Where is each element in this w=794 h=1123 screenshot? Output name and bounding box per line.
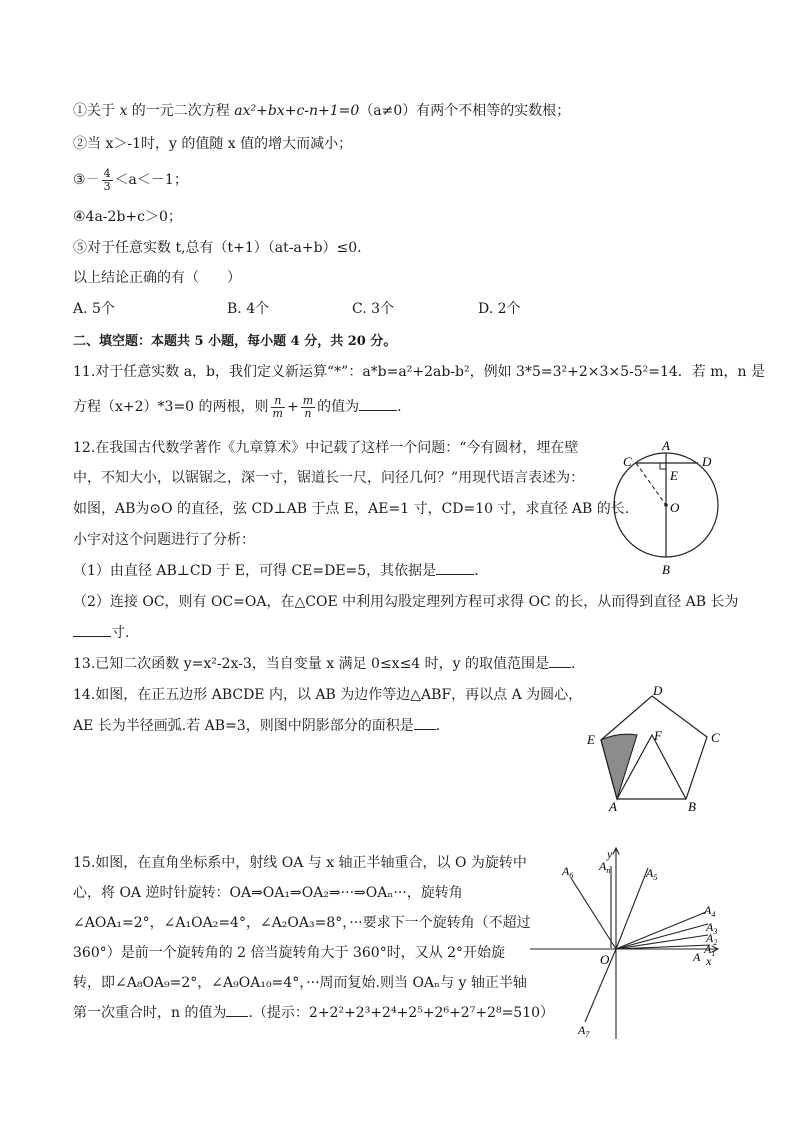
question-12-line-3: 如图，AB为⊙O 的直径，弦 CD⊥AB 于点 E，AE=1 寸，CD=10 寸，求直径 AB 的长. (73, 501, 630, 517)
question-13-end: . (571, 656, 576, 672)
figure-12-circle-diagram (606, 436, 724, 580)
question-10-stem: 以上结论正确的有（ ） (73, 270, 241, 286)
label-an: $A_n$ (599, 859, 611, 875)
fraction-1-numerator: n (271, 395, 285, 408)
choice-a: A. 5个 (73, 301, 115, 317)
question-14-line-1: 14.如图，在正五边形 ABCDE 内，以 AB 为边作等边△ABF，再以点 A 为圆心， (73, 687, 583, 703)
answer-blank-14[interactable] (414, 719, 436, 730)
option-3-denominator: 3 (103, 179, 111, 193)
option-1-var: x (119, 103, 128, 119)
label-a: A (693, 950, 701, 964)
option-1-prefix: ①关于 (73, 103, 120, 119)
choice-c: C. 3个 (352, 301, 395, 317)
label-e: E (587, 732, 595, 747)
label-a: A (609, 799, 617, 814)
option-1-mid: 的一元二次方程 (127, 103, 235, 119)
fraction-1-denominator: m (272, 406, 283, 420)
fraction-n-over-m (271, 395, 285, 419)
label-a2: $A_2$ (706, 931, 718, 947)
plus-sign: + (286, 399, 299, 415)
question-11-end: . (397, 399, 402, 415)
label-b: B (662, 562, 670, 577)
answer-blank-12-2[interactable] (73, 626, 111, 637)
label-b: B (688, 799, 696, 814)
right-angle-mark (660, 463, 666, 469)
label-o: O (670, 500, 680, 515)
question-15-line-4: 360°）是前一个旋转角的 2 倍当旋转角大于 360°时，又从 2°开始旋 (73, 945, 506, 961)
option-1-condition: （a≠0） (359, 103, 417, 119)
option-3-numerator: 4 (103, 166, 111, 180)
shaded-region (601, 734, 637, 799)
question-13-text: 13.已知二次函数 y=x²-2x-3，当自变量 x 满足 0≤x≤4 时，y 的取值范围是 (73, 656, 550, 672)
label-a7: $A_7$ (578, 1023, 590, 1039)
question-12-line-6: （2）连接 OC，则有 OC=OA，在△COE 中利用勾股定理列方程可求得 OC 的长，从而得到直径 AB 长为 (73, 594, 739, 610)
section-heading: 二、填空题：本题共 5 小题，每小题 4 分，共 20 分。 (73, 334, 397, 349)
answer-blank-15[interactable] (226, 1006, 248, 1017)
question-11-line-2-suffix: 的值为 (317, 399, 360, 415)
option-1-equation: ax²+bx+c-n+1=0 (234, 103, 360, 119)
label-a6: $A_6$ (562, 864, 574, 880)
question-15-hint: .（提示：2+2²+2³+2⁴+2⁵+2⁶+2⁷+2⁸=510） (248, 1005, 555, 1021)
option-1-suffix: 有两个不相等的实数根； (416, 103, 571, 119)
ray-oa5 (616, 868, 648, 949)
center-point (664, 503, 668, 507)
fraction-2-denominator: n (304, 406, 312, 420)
option-1 (73, 104, 570, 118)
question-12-line-5-text: （1）由直径 AB⊥CD 于 E，可得 CE=DE=5，其依据是 (73, 563, 437, 579)
label-c: C (711, 730, 720, 745)
figure-15-rotation-diagram (528, 844, 728, 1042)
question-15-line-6 (73, 1006, 554, 1020)
label-d: D (653, 683, 663, 698)
question-11-line-1: 11.对于任意实数 a，b，我们定义新运算“*”：a*b=a²+2ab-b²，例如 3*5=3²+2×3×5-5²=14．若 m，n 是 (73, 364, 766, 380)
fraction-m-over-n (301, 395, 315, 419)
question-12-line-7 (73, 626, 129, 640)
choice-d: D. 2个 (478, 301, 521, 317)
option-3 (73, 164, 188, 196)
question-15-line-2: 心，将 OA 逆时针旋转：OA⇒OA₁⇒OA₂⇒···⇒OAₙ···，旋转角 (73, 885, 463, 901)
question-12-line-5-end: . (474, 563, 479, 579)
ray-oa4 (616, 912, 706, 949)
label-a1: $A_1$ (704, 942, 716, 958)
question-14-line-2-text: AE 长为半径画弧.若 AB=3，则图中阴影部分的面积是 (73, 718, 414, 734)
question-12-line-2: 中，不知大小，以锯锯之，深一寸，锯道长一尺，问径几何？”用现代语言表述为： (73, 470, 585, 486)
label-a5: $A_5$ (646, 866, 658, 882)
option-2: ②当 x＞-1时，y 的值随 x 值的增大而减小； (73, 136, 353, 152)
figure-14-pentagon-diagram (580, 680, 730, 816)
label-c: C (623, 454, 632, 469)
answer-blank-11[interactable] (359, 400, 397, 411)
label-a: A (662, 438, 670, 453)
label-f: F (654, 728, 662, 743)
question-12-line-4: 小宇对这个问题进行了分析： (73, 532, 255, 548)
question-15-line-1: 15.如图，在直角坐标系中，射线 OA 与 x 轴正半轴重合，以 O 为旋转中 (73, 855, 527, 871)
question-11-line-2-prefix: 方程（x+2）*3=0 的两根，则 (73, 399, 269, 415)
label-y: y (607, 847, 613, 861)
question-12-line-7-text: 寸. (111, 625, 130, 641)
ray-oa6 (571, 878, 616, 949)
answer-blank-12-1[interactable] (436, 564, 474, 575)
question-12-line-5 (73, 564, 479, 578)
option-5: ⑤对于任意实数 t,总有（t+1）（at-a+b）≤0. (73, 240, 362, 256)
option-3-minus: － (85, 172, 100, 188)
question-14-end: . (435, 718, 441, 734)
question-15-line-6-text: 第一次重合时，n 的值为 (73, 1005, 227, 1021)
question-15-line-3: ∠AOA₁=2°，∠A₁OA₂=4°，∠A₂OA₃=8°，···要求下一个旋转角（不超过 (73, 915, 531, 931)
question-11-line-2 (73, 392, 402, 422)
label-a3: $A_3$ (706, 920, 718, 936)
answer-blank-13[interactable] (549, 657, 571, 668)
question-15-line-5: 转，即∠A₈OA₉=2°，∠A₉OA₁₀=4°，···周而复始.则当 OAₙ与 y 轴正半轴 (73, 975, 527, 991)
option-3-suffix: ＜a＜－1； (114, 172, 188, 188)
question-13 (73, 657, 575, 671)
label-x: x (706, 954, 712, 968)
fraction-2-numerator: m (302, 393, 314, 407)
option-3-fraction (102, 168, 113, 192)
label-o: O (600, 952, 610, 967)
label-a4: $A_4$ (704, 903, 716, 919)
label-e: E (670, 468, 678, 483)
choice-b: B. 4个 (227, 301, 270, 317)
option-3-prefix: ③ (73, 172, 86, 188)
option-4: ④4a-2b+c＞0； (73, 209, 182, 225)
question-12-line-1: 12.在我国古代数学著作《九章算术》中记载了这样一个问题：“今有圆材，埋在壁 (73, 440, 579, 456)
label-d: D (702, 454, 712, 469)
question-14-line-2 (73, 719, 440, 733)
